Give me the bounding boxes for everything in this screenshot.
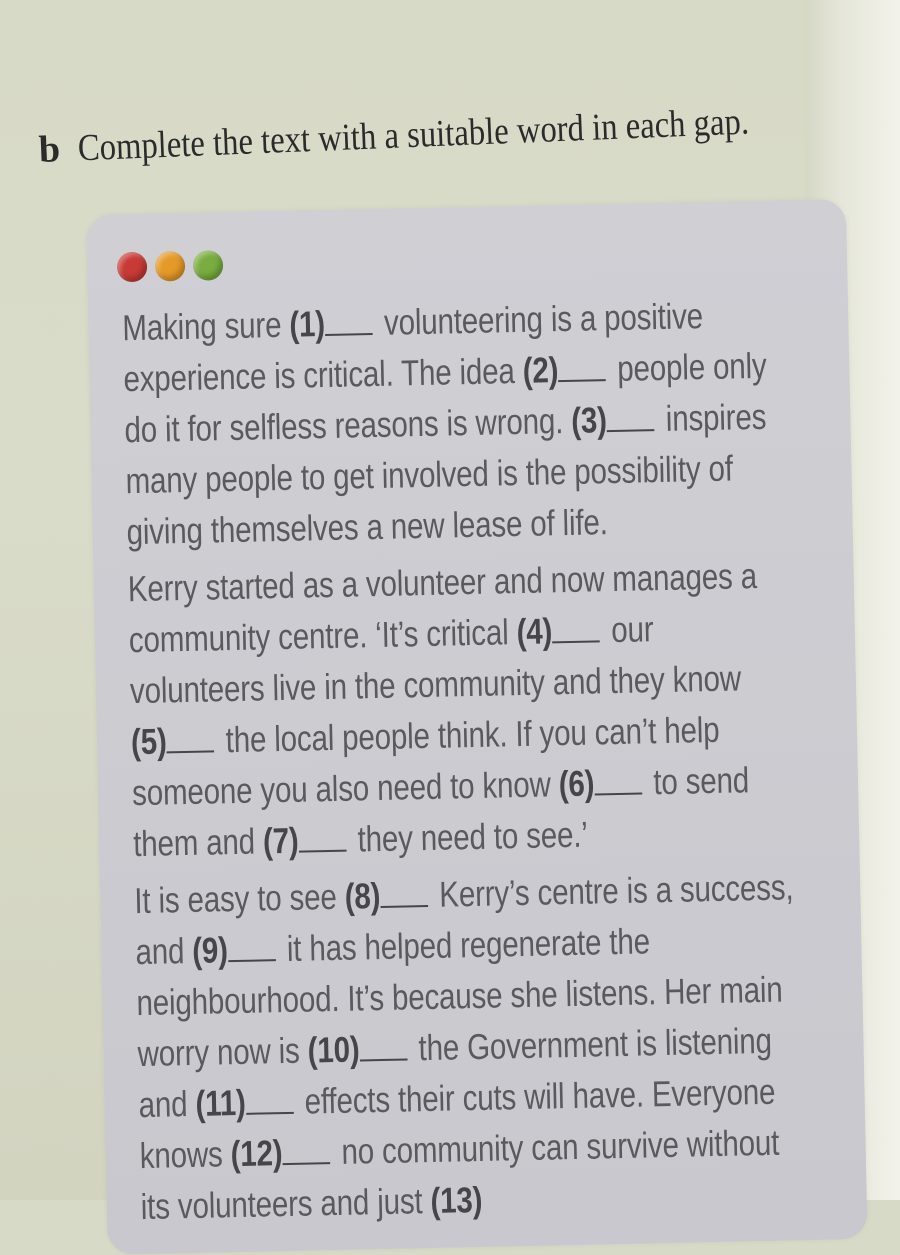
text-segment: Kerry started as a volunteer and now manages a [127,555,758,610]
text-segment: its volunteers and just [140,1180,431,1228]
text-segment: to send [652,759,750,803]
gap-number: (2) [522,349,559,391]
text-segment: It is easy to see [133,875,346,922]
gap-number: (12) [230,1132,283,1175]
exercise-letter: b [38,128,61,171]
gap-number: (6) [558,762,595,805]
text-segment: and [135,929,193,973]
text-segment: the Government is listening [418,1019,773,1069]
paragraph [134,860,861,1232]
text-segment: volunteering is a positive [383,295,704,343]
text-segment: knows [139,1133,232,1177]
blank-gap [552,639,600,643]
blank-gap [283,1161,331,1165]
gap-number: (4) [516,610,553,653]
gap-number: (13) [430,1178,483,1221]
text-segment: experience is critical. The idea [123,349,524,400]
text-line [133,806,724,869]
instruction-text: Complete the text with a suitable word in each gap. [77,100,750,170]
text-segment: our [610,608,654,651]
gap-number: (1) [288,303,326,345]
red-dot-icon [117,252,148,283]
text-segment: many people to get involved is the possibility of [125,447,734,502]
text-segment: do it for selfless reasons is wrong. [124,399,572,451]
text-segment: community centre. ‘It’s critical [128,611,518,661]
exercise-instruction [38,95,859,172]
gap-number: (9) [191,929,229,971]
blank-gap [594,791,642,795]
text-segment: giving themselves a new lease of life. [126,501,609,553]
text-segment: inspires [665,395,767,439]
text-segment: Kerry’s centre is a success, [438,866,794,915]
text-segment: worry now is [137,1029,309,1075]
paragraph [122,287,847,557]
gap-number: (7) [262,819,299,862]
gap-fill-text [122,287,861,1238]
text-segment: it has helped regenerate the [286,920,651,969]
blank-gap [558,378,606,382]
gap-number: (8) [344,874,381,917]
gap-number: (11) [195,1081,247,1124]
traffic-light-dots [117,250,224,282]
green-dot-icon [193,250,224,281]
blank-gap [246,1111,294,1115]
gap-number: (3) [570,399,608,441]
text-segment: neighbourhood. It’s because she listens. Her main [136,968,783,1024]
text-segment: someone you also need to know [131,763,560,814]
gap-number: (10) [307,1028,360,1071]
gap-number: (5) [130,720,168,763]
paragraph [127,548,853,869]
text-segment: people only [616,344,767,389]
blank-gap [299,849,347,853]
text-segment: volunteers live in the community and they know [129,657,742,712]
blank-gap [380,904,428,908]
text-segment: effects their cuts will have. Everyone [304,1070,776,1122]
text-segment: no community can survive without [341,1121,780,1172]
blank-gap [360,1057,408,1061]
text-segment: them and [132,820,264,865]
blank-gap [325,332,373,336]
text-segment: and [138,1082,196,1126]
text-card [86,199,868,1255]
text-segment: Making sure [121,303,290,349]
blank-gap [228,958,276,962]
orange-dot-icon [155,251,186,282]
text-segment: they need to see.’ [357,813,589,860]
blank-gap [607,428,655,432]
text-line [126,494,717,557]
blank-gap [167,749,215,753]
text-line [140,1169,731,1232]
text-segment: the local people think. If you can’t help [225,708,720,761]
